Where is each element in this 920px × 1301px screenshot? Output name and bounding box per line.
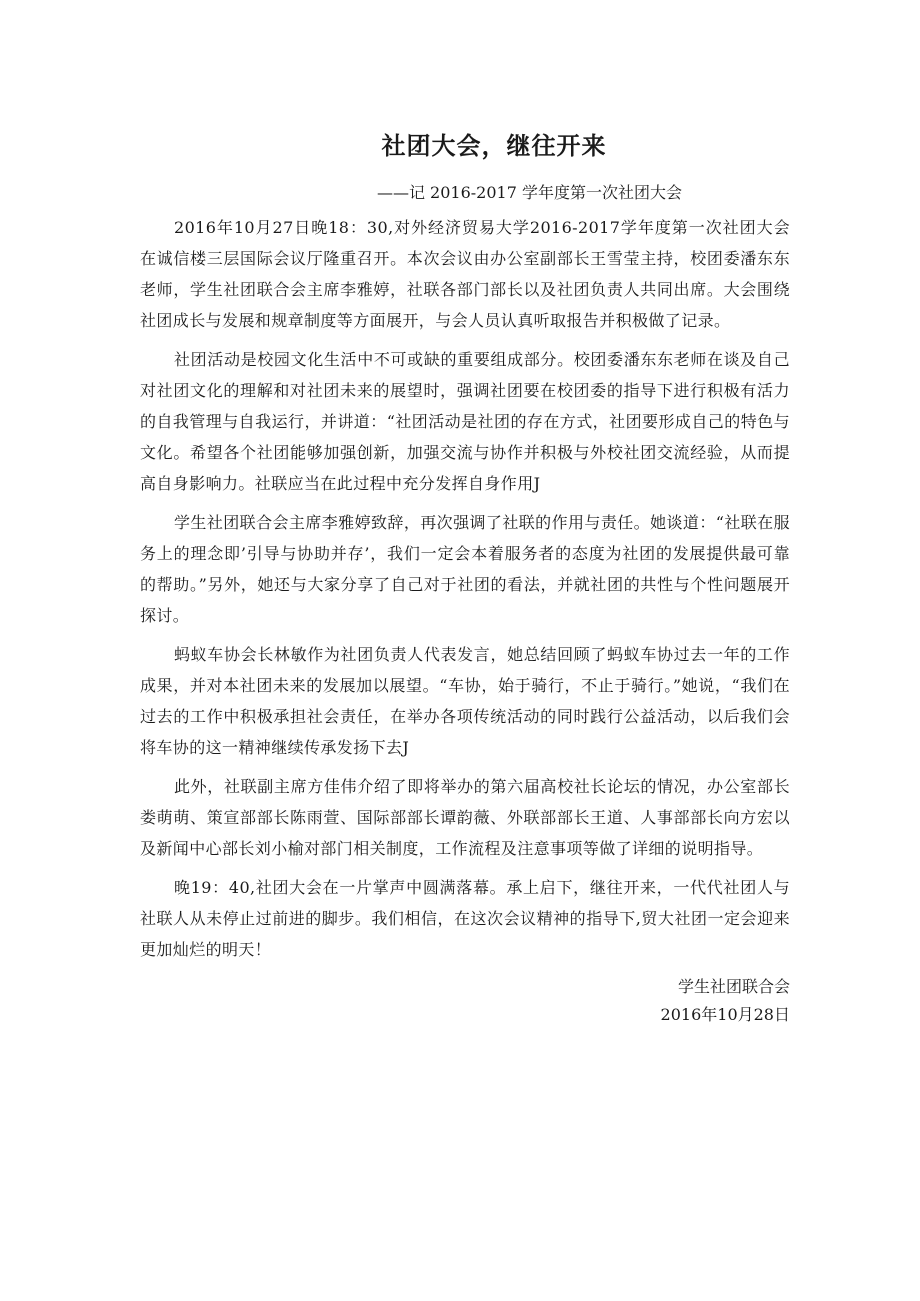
paragraph-club-representative: 蚂蚁车协会长林敏作为社团负责人代表发言，她总结回顾了蚂蚁车协过去一年的工作成果，并对本社团未来的发展加以展望。“车协，始于骑行，不止于骑行。”她说，“我们在过去的工作中积极承担社会责任，在举办各项传统活动的同时践行公益活动，以后我们会将车协的这一精神继续传承发扬下去J xyxy=(140,645,790,757)
signature-date: 2016年10月28日 xyxy=(660,1005,790,1024)
paragraph-chair-speech: 学生社团联合会主席李雅婷致辞，再次强调了社联的作用与责任。她谈道：“社联在服务上的理念即’引导与协助并存’，我们一定会本着服务者的态度为社团的发展提供最可靠的帮助。”另外，她还与大家分享了自己对于社团的看法，并就社团的共性与个性问题展开探讨。 xyxy=(140,513,790,625)
signature-block xyxy=(140,973,790,1029)
signature-organization: 学生社团联合会 xyxy=(677,977,790,996)
paragraph-closing: 晚19：40,社团大会在一片掌声中圆满落幕。承上启下，继往开来，一代代社团人与社联人从未停止过前进的脚步。我们相信，在这次会议精神的指导下,贸大社团一定会迎来更加灿烂的明天！ xyxy=(140,878,790,959)
document-title: 社团大会，继往开来 xyxy=(381,132,607,160)
document-subtitle: ——记 2016-2017 学年度第一次社团大会 xyxy=(376,183,682,202)
paragraph-department-reports: 此外，社联副主席方佳伟介绍了即将举办的第六届高校社长论坛的情况，办公室部长娄萌萌、策宣部部长陈雨萱、国际部部长谭韵薇、外联部部长王道、人事部部长向方宏以及新闻中心部长刘小榆对部门相关制度，工作流程及注意事项等做了详细的说明指导。 xyxy=(140,777,790,858)
document-page xyxy=(140,128,790,1029)
paragraph-opening: 2016年10月27日晚18：30,对外经济贸易大学2016-2017学年度第一次社团大会在诚信楼三层国际会议厅隆重召开。本次会议由办公室副部长王雪莹主持，校团委潘东东老师，学生社团联合会主席李雅婷，社联各部门部长以及社团负责人共同出席。大会围绕社团成长与发展和规章制度等方面展开，与会人员认真听取报告并积极做了记录。 xyxy=(140,218,790,330)
paragraph-teacher-speech: 社团活动是校园文化生活中不可或缺的重要组成部分。校团委潘东东老师在谈及自己对社团文化的理解和对社团未来的展望时，强调社团要在校团委的指导下进行积极有活力的自我管理与自我运行，并讲道：“社团活动是社团的存在方式，社团要形成自己的特色与文化。希望各个社团能够加强创新，加强交流与协作并积极与外校社团交流经验，从而提高自身影响力。社联应当在此过程中充分发挥自身作用J xyxy=(140,350,790,493)
